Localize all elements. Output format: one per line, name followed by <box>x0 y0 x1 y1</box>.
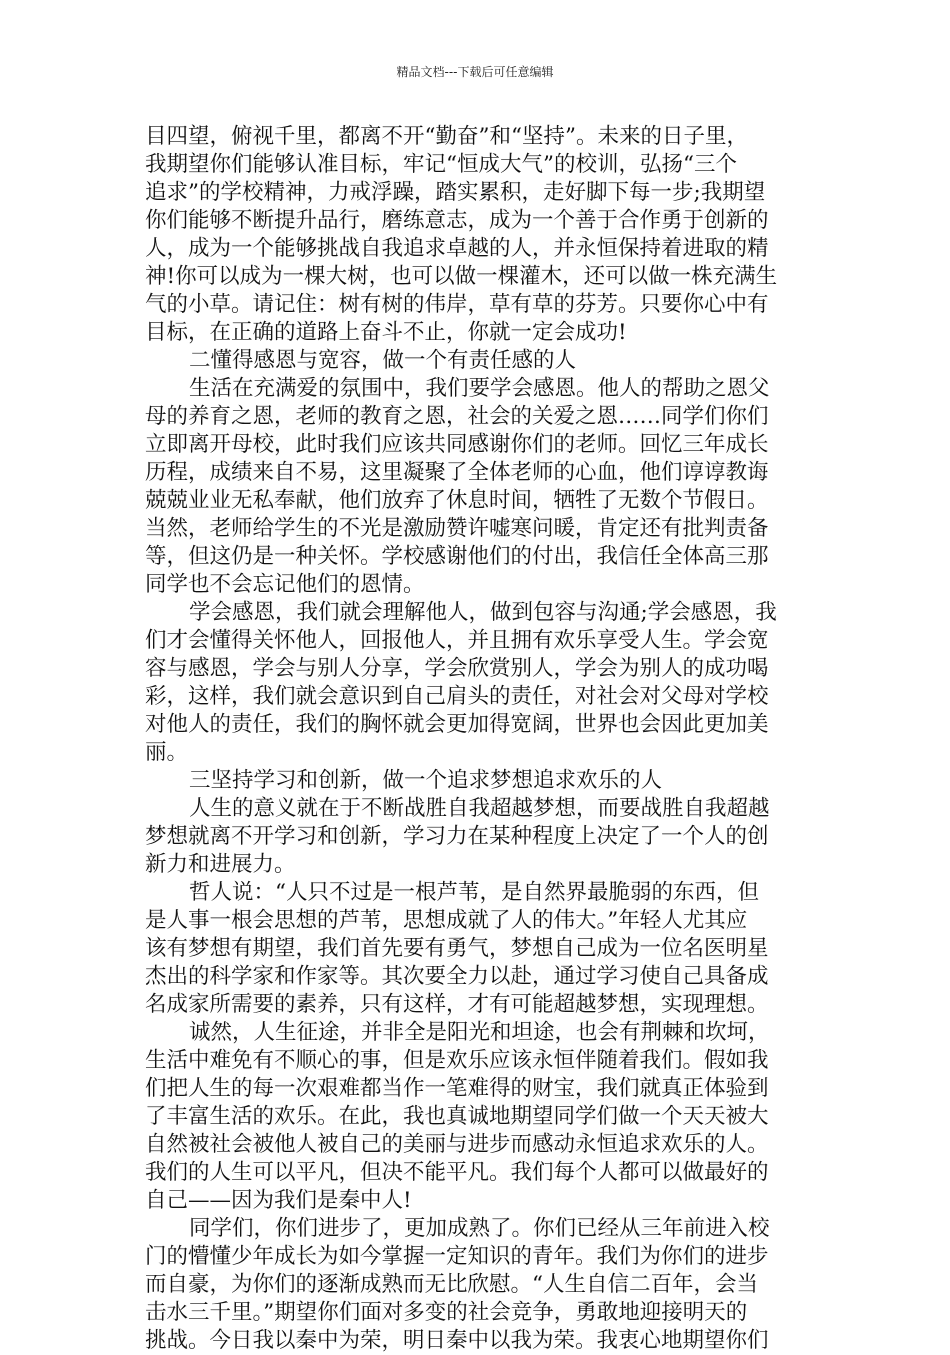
text-line: 了丰富生活的欢乐。在此，我也真诚地期望同学们做一个天天被大 <box>145 1104 769 1129</box>
text-line: 门的懵懂少年成长为如今掌握一定知识的青年。我们为你们的进步 <box>145 1244 769 1269</box>
text-line: 二懂得感恩与宽容，做一个有责任感的人 <box>189 348 577 373</box>
text-line: 哲人说：“人只不过是一根芦苇，是自然界最脆弱的东西，但 <box>189 880 759 905</box>
text-line: 自然被社会被他人被自己的美丽与进步而感动永恒追求欢乐的人。 <box>145 1132 769 1157</box>
text-line: 当然，老师给学生的不光是激励赞许嘘寒问暖，肯定还有批判责备 <box>145 516 769 541</box>
text-line: 我期望你们能够认准目标，牢记“恒成大气”的校训，弘扬“三个 <box>145 152 737 177</box>
text-line: 立即离开母校，此时我们应该共同感谢你们的老师。回忆三年成长 <box>145 432 769 457</box>
text-line: 名成家所需要的素养，只有这样，才有可能超越梦想，实现理想。 <box>145 992 769 1017</box>
text-line: 学会感恩，我们就会理解他人，做到包容与沟通;学会感恩，我 <box>189 600 777 625</box>
text-line: 挑战。今日我以秦中为荣，明日秦中以我为荣。我衷心地期望你们 <box>145 1328 769 1353</box>
text-line: 是人事一根会思想的芦苇，思想成就了人的伟大。”年轻人尤其应 <box>145 908 748 933</box>
text-line: 兢兢业业无私奉献，他们放弃了休息时间，牺牲了无数个节假日。 <box>145 488 769 513</box>
text-line: 人，成为一个能够挑战自我追求卓越的人，并永恒保持着进取的精 <box>145 236 769 261</box>
text-line: 梦想就离不开学习和创新，学习力在某种程度上决定了一个人的创 <box>145 824 769 849</box>
text-line: 目标，在正确的道路上奋斗不止，你就一定会成功! <box>145 320 627 345</box>
text-line: 们把人生的每一次艰难都当作一笔难得的财宝，我们就真正体验到 <box>145 1076 769 1101</box>
text-line: 同学也不会忘记他们的恩情。 <box>145 572 425 597</box>
text-line: 追求”的学校精神，力戒浮躁，踏实累积，走好脚下每一步;我期望 <box>145 180 766 205</box>
text-line: 生活在充满爱的氛围中，我们要学会感恩。他人的帮助之恩父 <box>189 376 770 401</box>
text-line: 我们的人生可以平凡，但决不能平凡。我们每个人都可以做最好的 <box>145 1160 769 1185</box>
text-line: 等，但这仍是一种关怀。学校感谢他们的付出，我信任全体高三那 <box>145 544 769 569</box>
document-body <box>145 123 805 1355</box>
text-line: 对他人的责任，我们的胸怀就会更加得宽阔，世界也会因此更加美 <box>145 712 769 737</box>
text-line: 三坚持学习和创新，做一个追求梦想追求欢乐的人 <box>189 768 663 793</box>
text-line: 神!你可以成为一棵大树，也可以做一棵灌木，还可以做一株充满生 <box>145 264 778 289</box>
text-line: 击水三千里。”期望你们面对多变的社会竞争，勇敢地迎接明天的 <box>145 1300 748 1325</box>
text-line: 历程，成绩来自不易，这里凝聚了全体老师的心血，他们谆谆教诲 <box>145 460 769 485</box>
text-line: 人生的意义就在于不断战胜自我超越梦想，而要战胜自我超越 <box>189 796 770 821</box>
text-line: 彩，这样，我们就会意识到自己肩头的责任，对社会对父母对学校 <box>145 684 769 709</box>
text-line: 母的养育之恩，老师的教育之恩，社会的关爱之恩……同学们你们 <box>145 404 769 429</box>
text-line: 气的小草。请记住：树有树的伟岸，草有草的芬芳。只要你心中有 <box>145 292 769 317</box>
text-line: 你们能够不断提升品行，磨练意志，成为一个善于合作勇于创新的 <box>145 208 769 233</box>
text-line: 新力和进展力。 <box>145 852 296 877</box>
text-line: 诚然，人生征途，并非全是阳光和坦途，也会有荆棘和坎坷， <box>189 1020 770 1045</box>
text-line: 同学们，你们进步了，更加成熟了。你们已经从三年前进入校 <box>189 1216 770 1241</box>
text-line: 丽。 <box>145 740 189 765</box>
text-line: 自己——因为我们是秦中人! <box>145 1188 412 1213</box>
text-line: 目四望，俯视千里，都离不开“勤奋”和“坚持”。未来的日子里， <box>145 124 748 149</box>
text-line: 该有梦想有期望，我们首先要有勇气，梦想自己成为一位名医明星 <box>145 936 769 961</box>
text-line: 们才会懂得关怀他人，回报他人，并且拥有欢乐享受人生。学会宽 <box>145 628 769 653</box>
page-header: 精品文档---下载后可任意编辑 <box>396 65 554 79</box>
text-line: 容与感恩，学会与别人分享，学会欣赏别人，学会为别人的成功喝 <box>145 656 769 681</box>
text-line: 生活中难免有不顺心的事，但是欢乐应该永恒伴随着我们。假如我 <box>145 1048 769 1073</box>
text-line: 而自豪，为你们的逐渐成熟而无比欣慰。“人生自信二百年，会当 <box>145 1272 758 1297</box>
text-line: 杰出的科学家和作家等。其次要全力以赴，通过学习使自己具备成 <box>145 964 769 989</box>
